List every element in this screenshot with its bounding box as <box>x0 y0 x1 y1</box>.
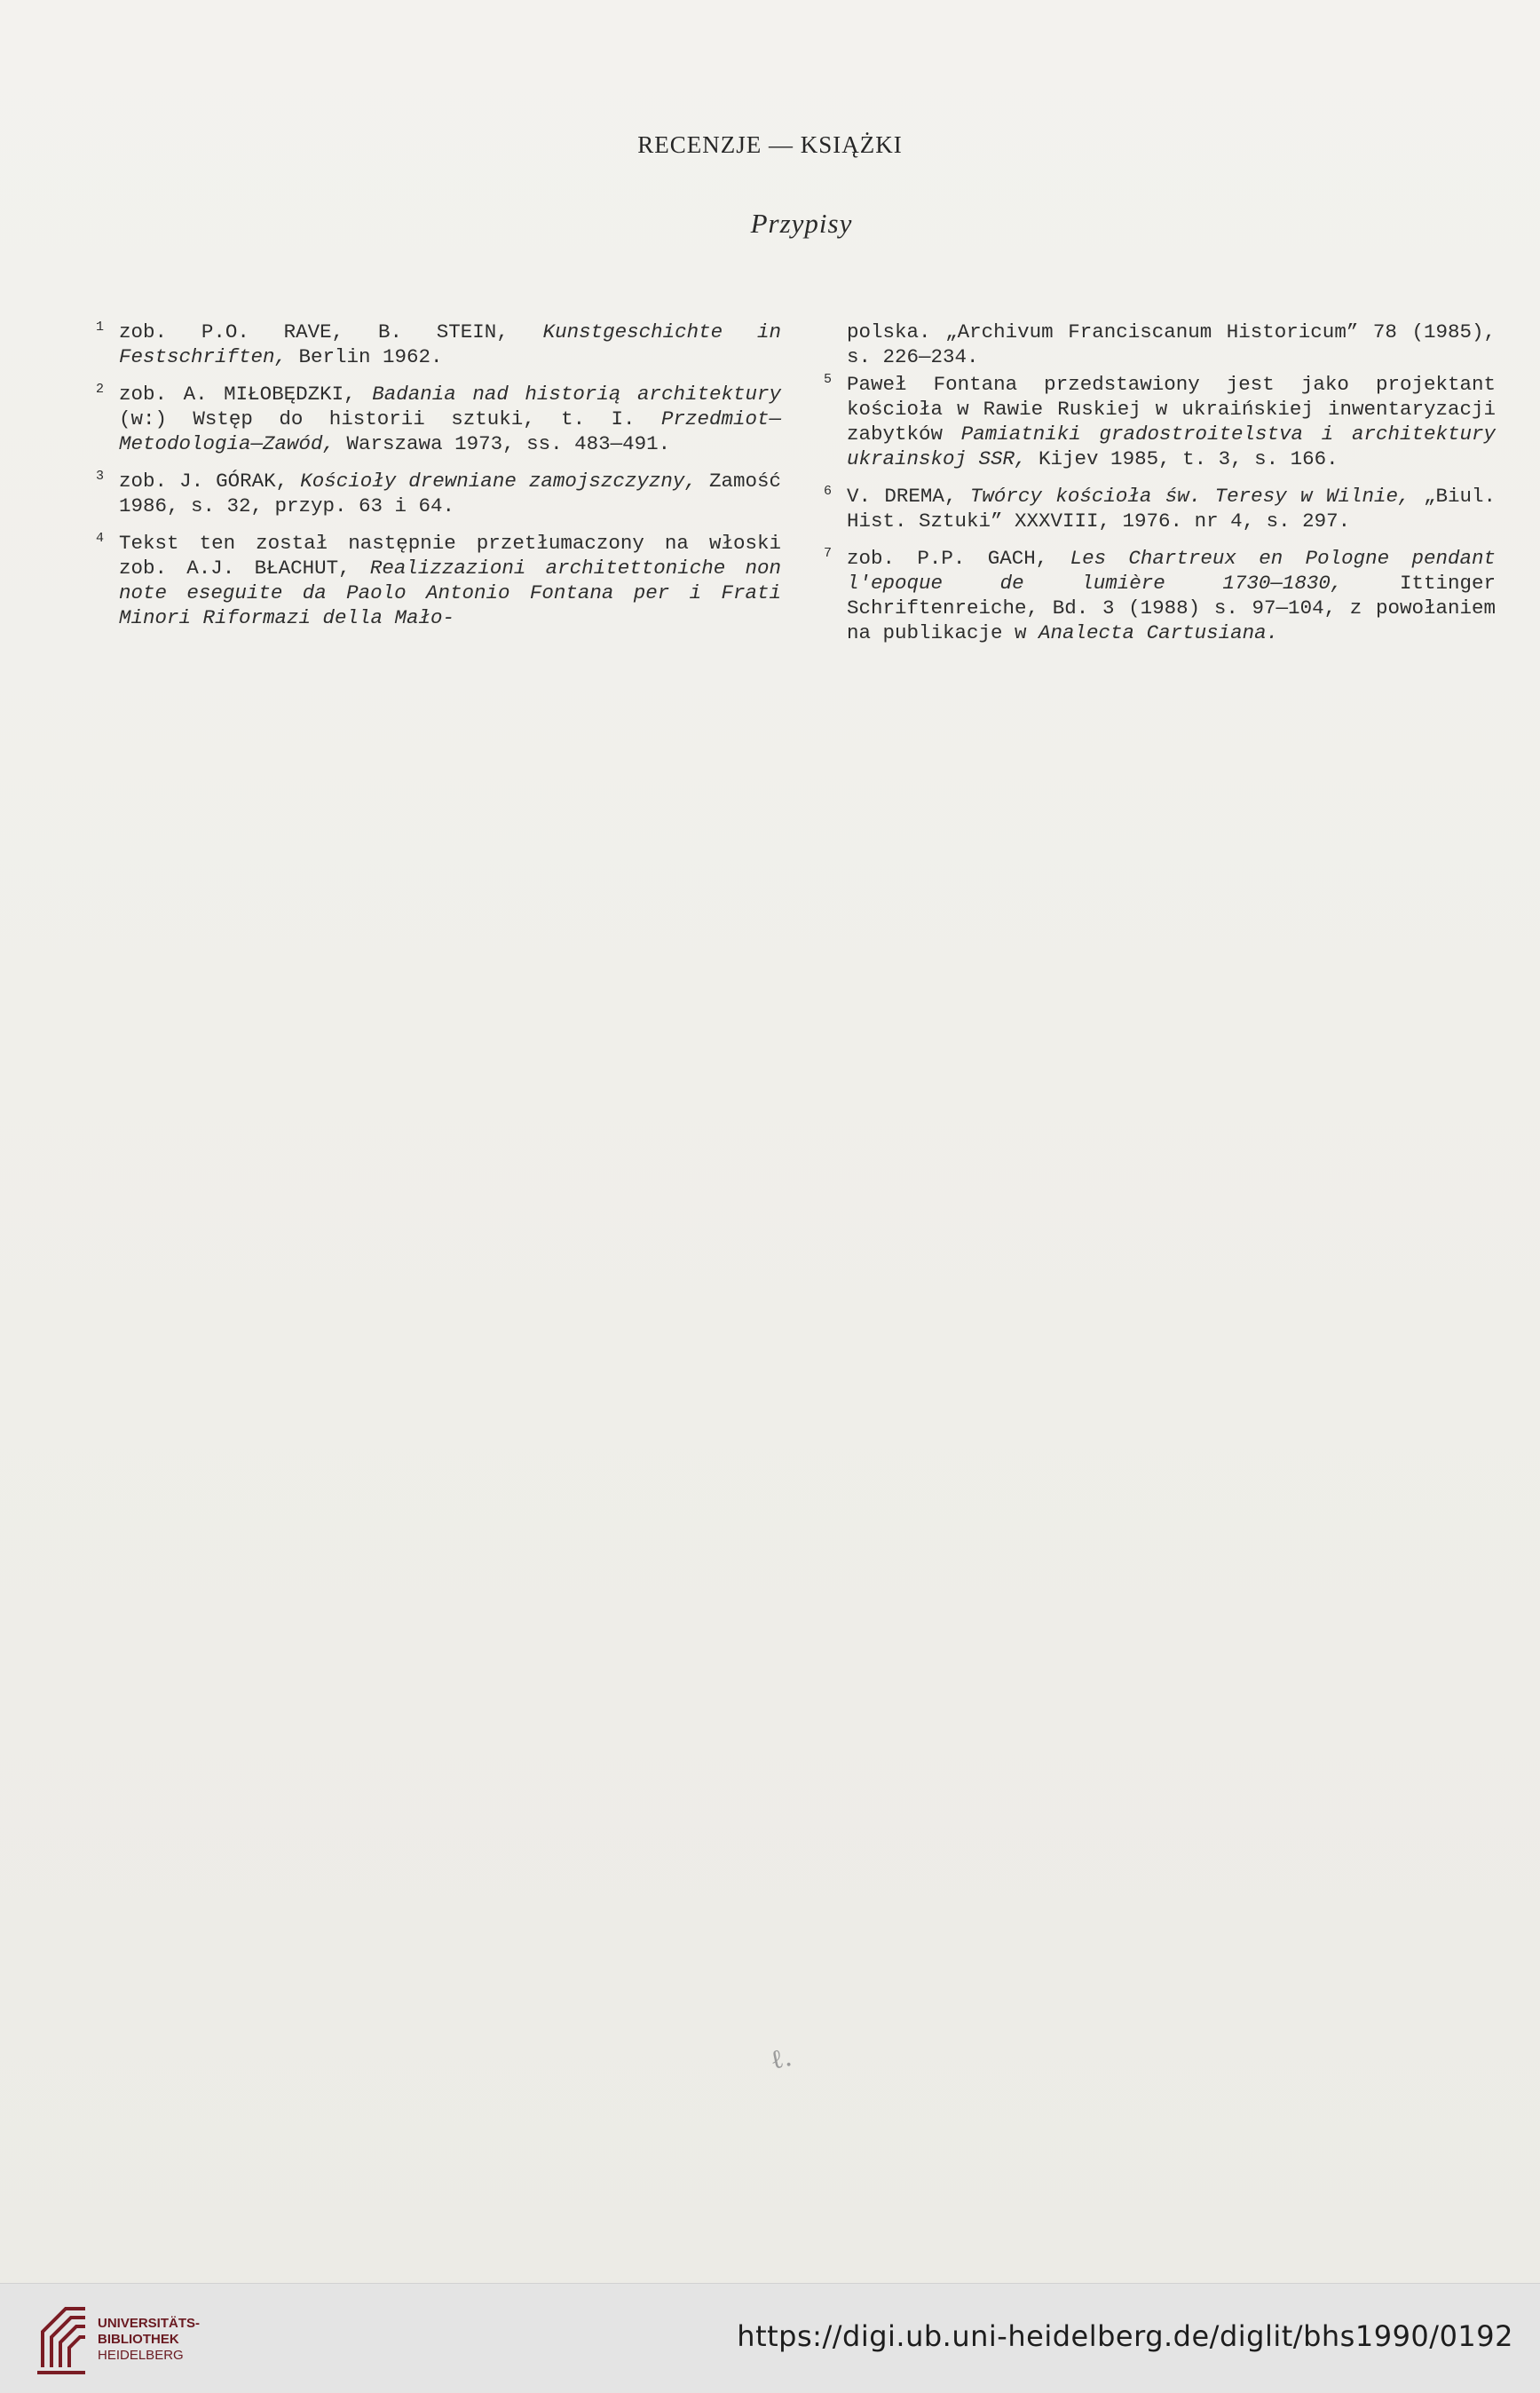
text-run: (w:) Wstęp do historii sztuki, t. I. <box>119 407 661 430</box>
footnote-number: 7 <box>824 546 833 561</box>
section-title: Przypisy <box>750 208 853 239</box>
footnote-text <box>119 532 781 629</box>
footnote-4 <box>96 531 781 630</box>
source-url-link[interactable]: https://digi.ub.uni-heidelberg.de/diglit/bhs1990/0192 <box>737 2319 1513 2353</box>
footnote-number: 5 <box>824 372 833 387</box>
italic-title: Les Chartreux en Pologne pendant l'epoque de lumière 1730—1830, <box>847 547 1496 595</box>
library-name-line-2: BIBLIOTHEK <box>98 2332 179 2347</box>
italic-title: Realizzazioni architettoniche non note eseguite da Paolo Antonio Fontana per i Frati Minori Riformazi della Mało- <box>119 557 781 629</box>
footer-bar <box>0 2283 1540 2393</box>
library-name-line-3: HEIDELBERG <box>98 2348 184 2363</box>
footnote-1 <box>96 320 781 369</box>
footnote-number: 6 <box>824 484 833 499</box>
footnote-number: 3 <box>96 469 105 484</box>
footnote-7 <box>824 546 1496 645</box>
footnote-4-continuation <box>824 320 1496 369</box>
pencil-mark: ℓ. <box>767 2041 795 2077</box>
italic-title: Kościoły drewniane zamojszczyzny, <box>300 470 697 493</box>
footnote-3 <box>96 469 781 518</box>
footnote-text <box>847 373 1496 470</box>
italic-title: polska. <box>847 320 931 344</box>
text-run: zob. P.P. GACH, <box>847 547 1070 570</box>
library-name-line-1: UNIVERSITÄTS- <box>98 2316 201 2331</box>
text-run: Kijev 1985, t. 3, s. 166. <box>1026 447 1339 470</box>
text-run: Ittinger Schriftenreiche, Bd. 3 (1988) s. 97—104, z powołaniem na publikacje w <box>847 572 1496 644</box>
footnote-number: 2 <box>96 382 105 397</box>
footnote-6 <box>824 484 1496 533</box>
text-run: „Archivum Franciscanum Historicum” 78 (1985), s. 226—234. <box>847 320 1496 368</box>
italic-title: Badania nad historią architektury <box>372 383 781 406</box>
text-run: V. DREMA, <box>847 485 970 508</box>
text-run: Berlin 1962. <box>287 345 443 368</box>
footnote-text <box>119 470 781 517</box>
library-name <box>98 2316 200 2364</box>
text-run: „Biul. Hist. Sztuki” XXXVIII, 1976. nr 4, s. 297. <box>847 485 1496 533</box>
footnote-text <box>119 320 781 368</box>
italic-title: Twórcy kościoła św. Teresy w Wilnie, <box>969 485 1410 508</box>
italic-title: Pamiatniki gradostroitelstva i architektury ukrainskoj SSR, <box>847 423 1496 470</box>
text-run: zob. A. MIŁOBĘDZKI, <box>119 383 373 406</box>
footnote-text <box>119 383 781 455</box>
text-run: Tekst ten został następnie przetłumaczony na włoski zob. A.J. BŁACHUT, <box>119 532 781 580</box>
footnote-number: 4 <box>96 531 105 546</box>
italic-title: Analecta Cartusiana. <box>1039 621 1279 644</box>
footnotes-right-column <box>824 320 1496 648</box>
footnote-text <box>847 485 1496 533</box>
text-run: Zamość 1986, s. 32, przyp. 63 i 64. <box>119 470 781 517</box>
running-head: RECENZJE — KSIĄŻKI <box>637 131 903 158</box>
footnotes-left-column <box>96 320 781 633</box>
footnote-2 <box>96 382 781 456</box>
footnote-number: 1 <box>96 320 105 335</box>
text-run: zob. J. GÓRAK, <box>119 470 301 493</box>
italic-title: Kunstgeschichte in Festschriften, <box>119 320 781 368</box>
footnote-5 <box>824 372 1496 471</box>
text-run: zob. P.O. RAVE, B. STEIN, <box>119 320 543 344</box>
text-run: Paweł Fontana przedstawiony jest jako projektant kościoła w Rawie Ruskiej w ukraińskiej inwentaryzacji zabytków <box>847 373 1496 446</box>
footnote-text <box>847 547 1496 644</box>
text-run: Warszawa 1973, ss. 483—491. <box>335 432 671 455</box>
italic-title: Przedmiot—Metodologia—Zawód, <box>119 407 781 455</box>
